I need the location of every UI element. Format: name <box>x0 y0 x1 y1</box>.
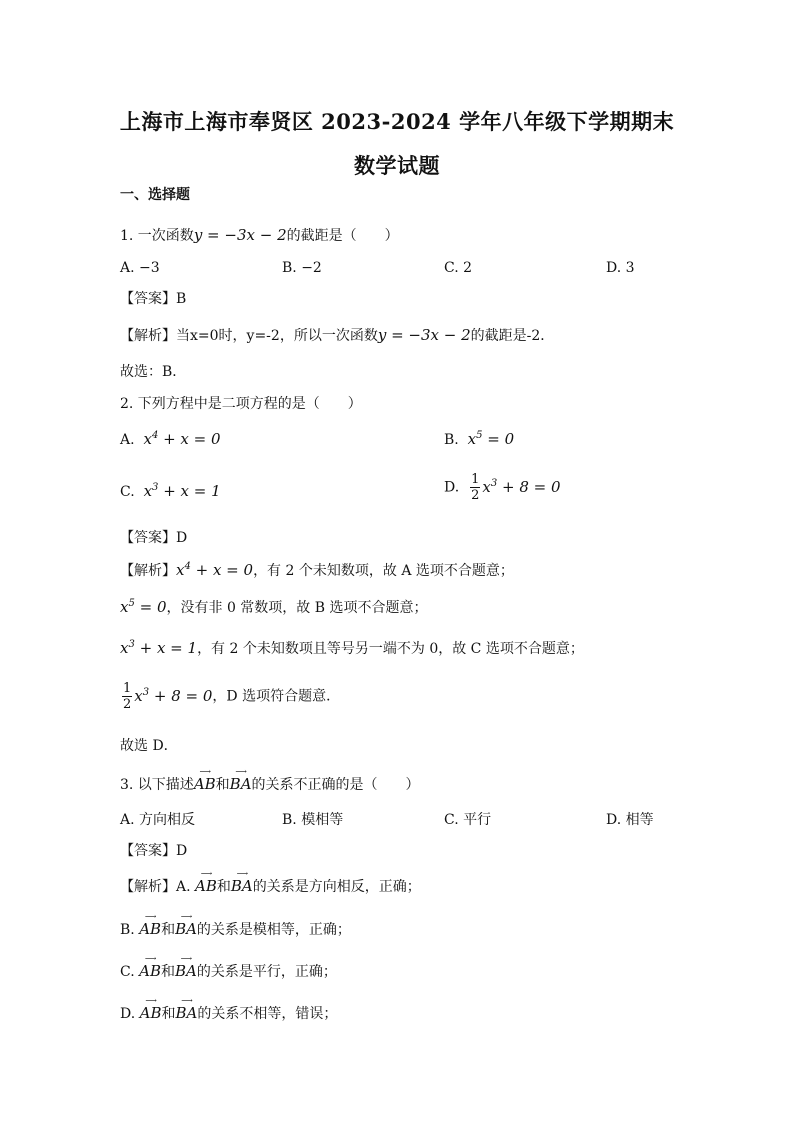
q2-analysis-2-text: ，没有非 0 常数项，故 B 选项不合题意； <box>166 600 428 616</box>
q1-answer <box>120 289 186 309</box>
vector-ab <box>139 954 161 981</box>
q1-option-a: A. −3 <box>120 260 160 276</box>
vector-arrow-icon: ⟶ <box>181 996 192 1005</box>
q2-analysis-3 <box>120 638 584 659</box>
q1-analysis <box>120 325 554 346</box>
q2-option-a-label: A. <box>120 432 135 448</box>
q2-analysis-2 <box>120 597 428 618</box>
q3-line-a-prefix: A. <box>176 879 191 895</box>
vector-arrow-icon: ⟶ <box>235 767 246 776</box>
q2-analysis-1-formula: $x^4 + x = 0$ <box>176 561 254 579</box>
q2-analysis-2-formula: $x^5 = 0$ <box>120 598 167 616</box>
q1-formula: y = −3x − 2 <box>193 226 287 244</box>
q1-answer-value: B <box>176 291 187 307</box>
vector-ba <box>230 869 253 896</box>
vector-ab <box>193 767 216 794</box>
q3-stem <box>120 767 420 795</box>
q3-and: 和 <box>161 1006 176 1022</box>
answer-tag: 【答案】 <box>120 291 176 307</box>
q1-analysis-text: 当 <box>176 328 190 344</box>
q3-line-a-suffix: 的关系是方向相反，正确； <box>252 879 421 895</box>
q3-option-d: D. 相等 <box>606 812 654 828</box>
q2-option-c <box>120 481 221 502</box>
vector-ba <box>175 996 198 1023</box>
q2-analysis-3-text: ，有 2 个未知数项且等号另一端不为 0，故 C 选项不合题意； <box>197 641 584 657</box>
q3-analysis-b <box>120 912 351 940</box>
q3-analysis-a <box>120 869 421 897</box>
answer-tag: 【答案】 <box>120 843 176 859</box>
analysis-tag: 【解析】 <box>120 879 176 895</box>
q2-conclusion: 故选 D． <box>120 738 178 754</box>
vector-ab <box>195 869 217 896</box>
vector-ba <box>229 767 252 794</box>
q3-and: 和 <box>216 879 231 895</box>
analysis-tag: 【解析】 <box>120 328 176 344</box>
q2-option-b <box>444 429 514 450</box>
section-heading: 一、选择题 <box>120 187 190 203</box>
q3-option-b: B. 模相等 <box>282 812 344 828</box>
q3-analysis-d <box>120 996 338 1024</box>
q1-stem <box>120 225 399 246</box>
vector-arrow-icon: ⟶ <box>199 767 210 776</box>
vector-ba <box>175 912 197 939</box>
vector-ab <box>139 996 162 1023</box>
q2-option-d-label: D. <box>444 479 460 496</box>
q2-analysis-3-formula: $x^3 + x = 1$ <box>120 639 198 657</box>
q1-analysis-end: 的截距是-2． <box>470 328 555 344</box>
q2-analysis-4 <box>120 681 340 712</box>
q2-analysis-1-text: ，有 2 个未知数项，故 A 选项不合题意； <box>253 563 514 579</box>
vector-arrow-icon: ⟶ <box>200 869 212 878</box>
vector-arrow-icon: ⟶ <box>144 954 156 963</box>
vector-ab-label: AB <box>193 775 216 793</box>
q3-and: 和 <box>160 964 175 980</box>
q3-option-c: C. 平行 <box>444 812 492 828</box>
q3-analysis-c <box>120 954 337 982</box>
vector-ba-label: BA <box>175 1004 198 1022</box>
vector-ab-label: AB <box>195 877 217 895</box>
q2-stem: 2. 下列方程中是二项方程的是（ ） <box>120 396 362 412</box>
q1-stem-prefix: 1. 一次函数 <box>120 228 194 244</box>
q3-line-d-suffix: 的关系不相等，错误； <box>197 1006 338 1022</box>
vector-ba-label: BA <box>229 775 252 793</box>
q1-analysis-y: y=-2，所以一次函数 <box>246 328 378 344</box>
q3-stem-suffix: 的关系不正确的是（ ） <box>251 777 420 793</box>
q1-option-c: C. 2 <box>444 260 473 276</box>
vector-ba-label: BA <box>230 877 253 895</box>
q2-answer <box>120 528 187 548</box>
vector-arrow-icon: ⟶ <box>144 912 156 921</box>
vector-arrow-icon: ⟶ <box>236 869 248 878</box>
q1-stem-suffix: 的截距是（ ） <box>286 228 399 244</box>
q3-and: 和 <box>161 922 176 938</box>
vector-arrow-icon: ⟶ <box>180 954 192 963</box>
q3-answer-value: D <box>176 843 188 859</box>
q2-answer-value: D <box>176 530 188 546</box>
document-subtitle: 数学试题 <box>354 153 440 178</box>
vector-ab <box>139 912 162 939</box>
q3-line-b-prefix: B. <box>120 922 135 938</box>
q2-option-d <box>444 472 561 503</box>
q1-option-d: D. 3 <box>606 260 635 276</box>
vector-ba-label: BA <box>175 920 197 938</box>
vector-arrow-icon: ⟶ <box>180 912 192 921</box>
q2-option-b-formula: $x^5 = 0$ <box>467 430 515 448</box>
q1-option-b: B. −2 <box>282 260 322 276</box>
q1-analysis-formula: y = −3x − 2 <box>377 326 471 344</box>
q2-option-b-label: B. <box>444 432 459 448</box>
q3-option-a: A. 方向相反 <box>120 812 196 828</box>
q3-line-c-prefix: C. <box>120 964 135 980</box>
analysis-tag: 【解析】 <box>120 563 176 579</box>
q2-analysis-1 <box>120 560 514 581</box>
vector-ab-label: AB <box>139 1004 162 1022</box>
q3-line-c-suffix: 的关系是平行，正确； <box>196 964 337 980</box>
vector-ba-label: BA <box>174 962 197 980</box>
vector-ab-label: AB <box>139 962 161 980</box>
q3-stem-and: 和 <box>215 777 230 793</box>
q3-stem-prefix: 3. 以下描述 <box>120 777 194 793</box>
q2-option-c-formula: $x^3 + x = 1$ <box>143 482 221 500</box>
q2-analysis-4-text: ，D 选项符合题意． <box>212 688 341 705</box>
q2-option-a-formula: $x^4 + x = 0$ <box>143 430 221 448</box>
vector-ab-label: AB <box>139 920 162 938</box>
vector-ba <box>174 954 197 981</box>
q2-option-d-formula: $x^3 + 8 = 0$ <box>482 477 561 496</box>
q2-analysis-4-fraction: $\frac{1}{2}$ <box>123 681 132 712</box>
q2-analysis-4-formula: $x^3 + 8 = 0$ <box>134 686 213 705</box>
vector-arrow-icon: ⟶ <box>145 996 156 1005</box>
q3-line-b-suffix: 的关系是模相等，正确； <box>196 922 351 938</box>
q3-line-d-prefix: D. <box>120 1006 136 1022</box>
q1-conclusion: 故选：B． <box>120 364 187 380</box>
answer-tag: 【答案】 <box>120 530 176 546</box>
document-title: 上海市上海市奉贤区 2023-2024 学年八年级下学期期末 <box>119 109 675 134</box>
q2-option-a <box>120 429 221 450</box>
q3-answer <box>120 841 187 861</box>
q2-option-c-label: C. <box>120 484 135 500</box>
q2-option-d-fraction: $\frac{1}{2}$ <box>471 472 480 503</box>
q1-analysis-x0: x=0时， <box>190 328 247 344</box>
